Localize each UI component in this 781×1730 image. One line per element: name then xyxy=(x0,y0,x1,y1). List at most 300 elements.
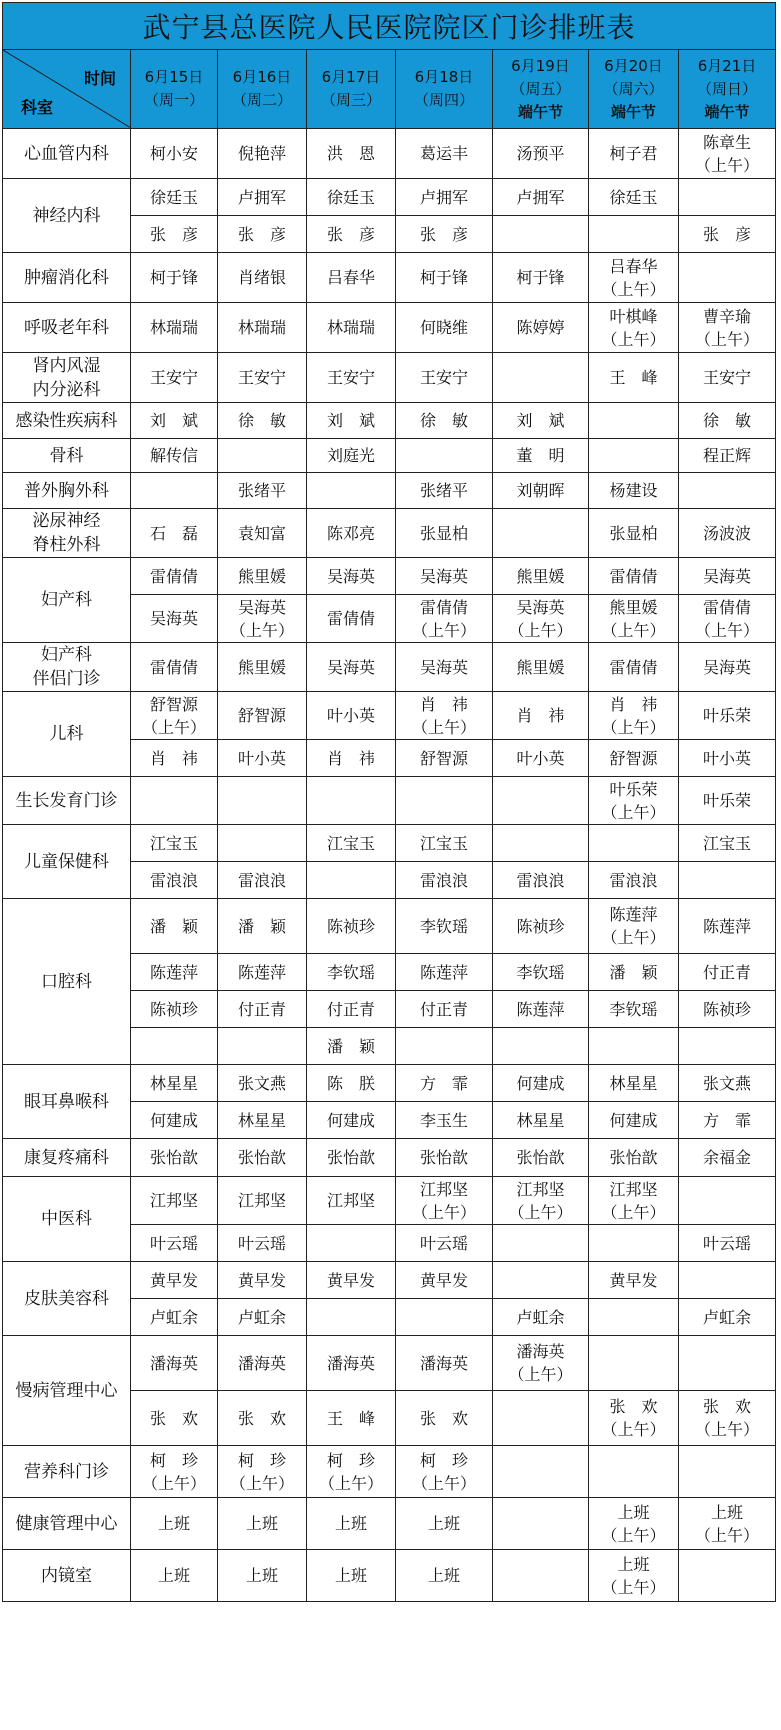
schedule-cell xyxy=(493,1225,589,1262)
doctor-name: 柯 珍 xyxy=(149,1450,198,1470)
doctor-name: 陈 朕 xyxy=(326,1073,375,1093)
department-name-line: 肾内风湿 xyxy=(32,355,101,376)
session-note: （上午） xyxy=(508,1202,573,1222)
schedule-cell xyxy=(589,216,679,253)
doctor-name: 何建成 xyxy=(516,1073,565,1093)
doctor-name: 张 欢 xyxy=(609,1397,658,1416)
schedule-cell xyxy=(131,439,218,473)
schedule-cell xyxy=(396,1225,493,1262)
schedule-cell xyxy=(679,1102,776,1139)
doctor-name: 林星星 xyxy=(609,1073,658,1093)
schedule-cell xyxy=(131,1498,218,1550)
doctor-name: 卢虹余 xyxy=(237,1307,286,1327)
doctor-name: 雷浪浪 xyxy=(237,870,286,890)
department-name xyxy=(3,473,131,509)
schedule-cell xyxy=(589,991,679,1028)
schedule-cell xyxy=(307,303,396,353)
doctor-name: 潘海英 xyxy=(326,1353,375,1373)
schedule-cell xyxy=(218,473,307,509)
doctor-name: 王 峰 xyxy=(609,368,658,387)
doctor-name: 雷倩倩 xyxy=(149,566,198,586)
doctor-name: 雷倩倩 xyxy=(419,597,468,617)
doctor-name: 舒智源 xyxy=(609,748,658,768)
schedule-cell xyxy=(396,1446,493,1498)
schedule-body xyxy=(3,129,776,1602)
department-name xyxy=(3,1139,131,1177)
doctor-name: 江宝玉 xyxy=(703,833,752,853)
day-holiday: 端午节 xyxy=(704,102,750,121)
schedule-cell xyxy=(218,595,307,643)
doctor-name: 王安宁 xyxy=(149,368,198,387)
schedule-cell xyxy=(218,1299,307,1336)
session-note: （上午） xyxy=(411,1473,476,1493)
doctor-name: 刘 斌 xyxy=(326,411,375,430)
doctor-name: 李玉生 xyxy=(419,1110,468,1130)
doctor-name: 付正青 xyxy=(703,962,752,982)
table-row xyxy=(3,353,776,403)
schedule-cell xyxy=(493,862,589,899)
schedule-cell xyxy=(679,991,776,1028)
schedule-cell xyxy=(589,1498,679,1550)
schedule-cell xyxy=(218,1446,307,1498)
table-row xyxy=(3,509,776,558)
doctor-name: 卢拥军 xyxy=(516,187,565,207)
schedule-cell xyxy=(679,1336,776,1391)
schedule-cell xyxy=(493,439,589,473)
schedule-cell xyxy=(396,954,493,991)
header-corner xyxy=(3,50,131,129)
department-name xyxy=(3,439,131,473)
doctor-name: 张 欢 xyxy=(237,1408,286,1428)
schedule-cell xyxy=(218,1177,307,1225)
doctor-name: 吴海英 xyxy=(326,566,375,586)
schedule-cell xyxy=(131,862,218,899)
doctor-name: 吴海英 xyxy=(149,609,198,628)
doctor-name: 何晓维 xyxy=(419,318,468,337)
doctor-name: 江邦坚 xyxy=(326,1191,375,1210)
department-name-line: 内分泌科 xyxy=(32,379,101,400)
corner-time-label: 时间 xyxy=(83,69,116,88)
schedule-cell xyxy=(679,1177,776,1225)
schedule-cell xyxy=(131,740,218,777)
doctor-name: 王安宁 xyxy=(419,368,468,387)
day-weekday: （周五） xyxy=(510,79,571,98)
table-row xyxy=(3,303,776,353)
doctor-name: 袁知富 xyxy=(237,523,286,543)
doctor-name: 叶乐荣 xyxy=(609,779,658,799)
doctor-name: 张 彦 xyxy=(149,224,198,244)
doctor-name: 李钦瑶 xyxy=(609,999,658,1019)
department-name-line: 感染性疾病科 xyxy=(15,410,118,431)
schedule-cell xyxy=(307,1028,396,1065)
schedule-cell xyxy=(493,1550,589,1602)
schedule-cell xyxy=(493,558,589,595)
doctor-name: 何建成 xyxy=(326,1110,375,1130)
session-note: （上午） xyxy=(601,802,666,822)
department-name-line: 神经内科 xyxy=(32,205,101,226)
schedule-cell xyxy=(307,1225,396,1262)
doctor-name: 付正青 xyxy=(419,999,468,1019)
schedule-cell xyxy=(396,303,493,353)
department-name-line: 健康管理中心 xyxy=(15,1513,118,1534)
schedule-cell xyxy=(679,777,776,825)
schedule-cell xyxy=(589,954,679,991)
schedule-cell xyxy=(307,473,396,509)
day-date: 6月17日 xyxy=(321,68,381,86)
schedule-cell xyxy=(679,899,776,954)
schedule-table xyxy=(2,2,776,1602)
doctor-name: 上班 xyxy=(245,1566,278,1585)
schedule-cell xyxy=(679,1446,776,1498)
schedule-cell xyxy=(307,991,396,1028)
day-header xyxy=(131,50,218,129)
day-header xyxy=(307,50,396,129)
schedule-cell xyxy=(493,595,589,643)
doctor-name: 张 彦 xyxy=(237,224,286,244)
schedule-cell xyxy=(679,303,776,353)
department-name xyxy=(3,692,131,777)
schedule-cell xyxy=(218,1225,307,1262)
schedule-cell xyxy=(131,1391,218,1446)
schedule-cell xyxy=(218,1102,307,1139)
schedule-cell xyxy=(131,1102,218,1139)
schedule-cell xyxy=(307,643,396,692)
table-row xyxy=(3,473,776,509)
schedule-cell xyxy=(493,991,589,1028)
schedule-cell xyxy=(307,216,396,253)
schedule-cell xyxy=(589,1065,679,1102)
schedule-cell xyxy=(679,179,776,216)
schedule-cell xyxy=(396,1028,493,1065)
department-name-line: 脊柱外科 xyxy=(32,535,101,555)
doctor-name: 黄早发 xyxy=(326,1270,375,1290)
schedule-cell xyxy=(396,1065,493,1102)
session-note: （上午） xyxy=(601,1525,666,1545)
doctor-name: 王安宁 xyxy=(237,368,286,387)
schedule-cell xyxy=(589,1299,679,1336)
schedule-cell xyxy=(307,1550,396,1602)
doctor-name: 柯 珍 xyxy=(419,1450,468,1470)
doctor-name: 上班 xyxy=(334,1514,367,1533)
schedule-cell xyxy=(589,595,679,643)
schedule-cell xyxy=(589,473,679,509)
schedule-cell xyxy=(396,353,493,403)
doctor-name: 李钦瑶 xyxy=(326,962,375,982)
doctor-name: 黄早发 xyxy=(419,1270,468,1290)
schedule-cell xyxy=(218,825,307,862)
schedule-cell xyxy=(307,558,396,595)
doctor-name: 舒智源 xyxy=(149,694,198,714)
session-note: （上午） xyxy=(695,1420,760,1439)
table-row xyxy=(3,439,776,473)
session-note: （上午） xyxy=(141,717,206,737)
schedule-cell xyxy=(589,253,679,303)
doctor-name: 潘海英 xyxy=(149,1353,198,1373)
table-row xyxy=(3,1262,776,1299)
schedule-cell xyxy=(396,740,493,777)
doctor-name: 何建成 xyxy=(149,1110,198,1130)
doctor-name: 刘朝晖 xyxy=(516,481,565,500)
doctor-name: 吴海英 xyxy=(326,657,375,677)
schedule-cell xyxy=(131,1225,218,1262)
schedule-cell xyxy=(679,439,776,473)
schedule-cell xyxy=(589,1225,679,1262)
session-note: （上午） xyxy=(601,1577,666,1597)
department-name-line: 伴侣门诊 xyxy=(32,669,101,689)
day-holiday: 端午节 xyxy=(517,102,563,121)
doctor-name: 何建成 xyxy=(609,1110,658,1130)
doctor-name: 张怡歆 xyxy=(326,1148,375,1167)
doctor-name: 上班 xyxy=(245,1514,278,1533)
session-note: （上午） xyxy=(601,279,666,299)
doctor-name: 江邦坚 xyxy=(237,1191,286,1210)
schedule-cell xyxy=(307,862,396,899)
schedule-cell xyxy=(589,1028,679,1065)
department-name xyxy=(3,777,131,825)
doctor-name: 王 峰 xyxy=(326,1408,375,1428)
doctor-name: 张怡歆 xyxy=(149,1148,198,1167)
schedule-cell xyxy=(307,1498,396,1550)
schedule-cell xyxy=(493,777,589,825)
doctor-name: 吴海英 xyxy=(703,566,752,586)
doctor-name: 潘海英 xyxy=(419,1353,468,1373)
schedule-cell xyxy=(679,825,776,862)
doctor-name: 潘 颖 xyxy=(609,962,658,982)
doctor-name: 柯子君 xyxy=(609,144,658,163)
schedule-cell xyxy=(679,643,776,692)
session-note: （上午） xyxy=(601,1202,666,1222)
schedule-cell xyxy=(131,1550,218,1602)
schedule-cell xyxy=(131,558,218,595)
doctor-name: 江邦坚 xyxy=(419,1179,468,1199)
department-name-line: 呼吸老年科 xyxy=(24,317,109,338)
session-note: （上午） xyxy=(411,620,476,640)
doctor-name: 潘 颖 xyxy=(149,916,198,936)
doctor-name: 上班 xyxy=(157,1566,190,1585)
schedule-cell xyxy=(307,899,396,954)
session-note: （上午） xyxy=(695,620,760,640)
department-name xyxy=(3,643,131,692)
schedule-cell xyxy=(307,129,396,179)
doctor-name: 解传信 xyxy=(149,446,198,465)
table-row xyxy=(3,1498,776,1550)
day-date: 6月20日 xyxy=(604,56,663,75)
doctor-name: 张文燕 xyxy=(703,1073,752,1093)
schedule-cell xyxy=(218,509,307,558)
schedule-cell xyxy=(679,1299,776,1336)
session-note: （上午） xyxy=(318,1473,383,1493)
department-name xyxy=(3,1446,131,1498)
doctor-name: 叶乐荣 xyxy=(703,706,752,725)
schedule-cell xyxy=(218,692,307,740)
doctor-name: 曹辛瑜 xyxy=(703,306,752,326)
doctor-name: 雷浪浪 xyxy=(419,870,468,890)
schedule-cell xyxy=(589,129,679,179)
schedule-cell xyxy=(679,862,776,899)
doctor-name: 张 欢 xyxy=(149,1408,198,1428)
department-name-line: 妇产科 xyxy=(41,645,92,665)
schedule-cell xyxy=(131,1065,218,1102)
schedule-cell xyxy=(493,1139,589,1177)
doctor-name: 江邦坚 xyxy=(516,1179,565,1199)
schedule-cell xyxy=(589,439,679,473)
schedule-cell xyxy=(589,777,679,825)
doctor-name: 雷浪浪 xyxy=(516,870,565,890)
session-note: （上午） xyxy=(411,1202,476,1222)
table-row xyxy=(3,253,776,303)
schedule-cell xyxy=(218,1028,307,1065)
schedule-cell xyxy=(589,303,679,353)
doctor-name: 熊里媛 xyxy=(237,566,286,586)
doctor-name: 潘 颖 xyxy=(237,916,286,936)
department-name xyxy=(3,253,131,303)
schedule-cell xyxy=(218,1550,307,1602)
doctor-name: 肖 祎 xyxy=(326,748,375,768)
schedule-cell xyxy=(589,1262,679,1299)
doctor-name: 肖 祎 xyxy=(419,694,468,714)
doctor-name: 叶小英 xyxy=(703,748,752,768)
corner-dept-label: 科室 xyxy=(21,98,54,117)
schedule-cell xyxy=(218,403,307,439)
table-row xyxy=(3,777,776,825)
schedule-cell xyxy=(589,1139,679,1177)
schedule-cell xyxy=(131,129,218,179)
doctor-name: 柯 珍 xyxy=(237,1450,286,1470)
schedule-cell xyxy=(493,1336,589,1391)
doctor-name: 张 彦 xyxy=(703,224,752,244)
schedule-cell xyxy=(396,1498,493,1550)
schedule-cell xyxy=(679,473,776,509)
schedule-cell xyxy=(131,643,218,692)
session-note: （上午） xyxy=(508,1365,573,1384)
doctor-name: 熊里媛 xyxy=(609,597,658,617)
schedule-cell xyxy=(493,179,589,216)
schedule-cell xyxy=(131,954,218,991)
doctor-name: 卢虹余 xyxy=(703,1307,752,1327)
schedule-cell xyxy=(679,253,776,303)
schedule-cell xyxy=(131,777,218,825)
schedule-cell xyxy=(307,1446,396,1498)
schedule-cell xyxy=(589,558,679,595)
table-row xyxy=(3,1065,776,1102)
schedule-cell xyxy=(218,129,307,179)
department-name-line: 儿童保健科 xyxy=(24,851,109,872)
schedule-cell xyxy=(589,353,679,403)
department-name xyxy=(3,1065,131,1139)
schedule-cell xyxy=(131,216,218,253)
doctor-name: 卢拥军 xyxy=(237,187,286,207)
table-row xyxy=(3,1336,776,1391)
schedule-cell xyxy=(307,777,396,825)
table-row xyxy=(3,825,776,862)
session-note: （上午） xyxy=(141,1473,206,1493)
department-name-line: 眼耳鼻喉科 xyxy=(24,1091,109,1112)
doctor-name: 张显柏 xyxy=(609,523,658,543)
schedule-cell xyxy=(218,862,307,899)
table-row xyxy=(3,179,776,216)
schedule-cell xyxy=(589,1177,679,1225)
schedule-cell xyxy=(131,509,218,558)
table-row xyxy=(3,899,776,954)
schedule-cell xyxy=(589,403,679,439)
schedule-cell xyxy=(307,1391,396,1446)
doctor-name: 徐 敏 xyxy=(419,411,468,430)
schedule-cell xyxy=(131,595,218,643)
schedule-cell xyxy=(307,509,396,558)
doctor-name: 上班 xyxy=(617,1554,650,1574)
schedule-cell xyxy=(218,1065,307,1102)
doctor-name: 王安宁 xyxy=(326,368,375,387)
doctor-name: 柯于锋 xyxy=(419,268,468,287)
schedule-cell xyxy=(589,1336,679,1391)
doctor-name: 林星星 xyxy=(237,1110,286,1130)
doctor-name: 雷倩倩 xyxy=(609,566,658,586)
day-weekday: （周一） xyxy=(143,91,204,109)
doctor-name: 张 彦 xyxy=(419,224,468,244)
schedule-cell xyxy=(589,1391,679,1446)
department-name-line: 生长发育门诊 xyxy=(15,790,118,811)
schedule-cell xyxy=(218,643,307,692)
doctor-name: 叶云瑶 xyxy=(703,1233,752,1253)
schedule-cell xyxy=(307,1299,396,1336)
doctor-name: 上班 xyxy=(427,1514,460,1533)
doctor-name: 杨建设 xyxy=(609,481,658,500)
department-name-line: 妇产科 xyxy=(41,590,92,610)
department-name xyxy=(3,1550,131,1602)
doctor-name: 卢虹余 xyxy=(149,1307,198,1327)
doctor-name: 张怡歆 xyxy=(419,1148,468,1167)
session-note: （上午） xyxy=(695,1525,760,1545)
department-name xyxy=(3,129,131,179)
doctor-name: 黄早发 xyxy=(609,1270,658,1290)
doctor-name: 陈莲萍 xyxy=(419,962,468,982)
doctor-name: 熊里媛 xyxy=(516,566,565,586)
session-note: （上午） xyxy=(229,1473,294,1493)
doctor-name: 江宝玉 xyxy=(326,833,375,853)
day-date: 6月21日 xyxy=(697,56,757,75)
schedule-cell xyxy=(679,509,776,558)
schedule-cell xyxy=(396,129,493,179)
doctor-name: 余福金 xyxy=(703,1148,752,1167)
day-weekday: （周三） xyxy=(320,91,381,109)
day-header xyxy=(396,50,493,129)
schedule-cell xyxy=(218,1336,307,1391)
schedule-cell xyxy=(307,1262,396,1299)
schedule-cell xyxy=(493,1262,589,1299)
doctor-name: 肖 祎 xyxy=(149,748,198,768)
doctor-name: 洪 恩 xyxy=(326,144,375,163)
doctor-name: 陈莲萍 xyxy=(609,905,658,924)
schedule-cell xyxy=(396,1102,493,1139)
schedule-cell xyxy=(679,1391,776,1446)
day-weekday: （周二） xyxy=(231,91,292,109)
schedule-cell xyxy=(493,825,589,862)
doctor-name: 雷倩倩 xyxy=(149,657,198,677)
schedule-cell xyxy=(396,253,493,303)
session-note: （上午） xyxy=(601,1420,666,1439)
schedule-cell xyxy=(396,899,493,954)
schedule-cell xyxy=(493,1299,589,1336)
schedule-cell xyxy=(396,439,493,473)
department-name xyxy=(3,558,131,643)
schedule-cell xyxy=(131,253,218,303)
doctor-name: 柯 珍 xyxy=(326,1450,375,1470)
doctor-name: 雷倩倩 xyxy=(609,657,658,677)
schedule-cell xyxy=(307,253,396,303)
department-name-line: 康复疼痛科 xyxy=(24,1147,109,1168)
doctor-name: 倪艳萍 xyxy=(237,144,286,163)
doctor-name: 林星星 xyxy=(516,1110,565,1130)
